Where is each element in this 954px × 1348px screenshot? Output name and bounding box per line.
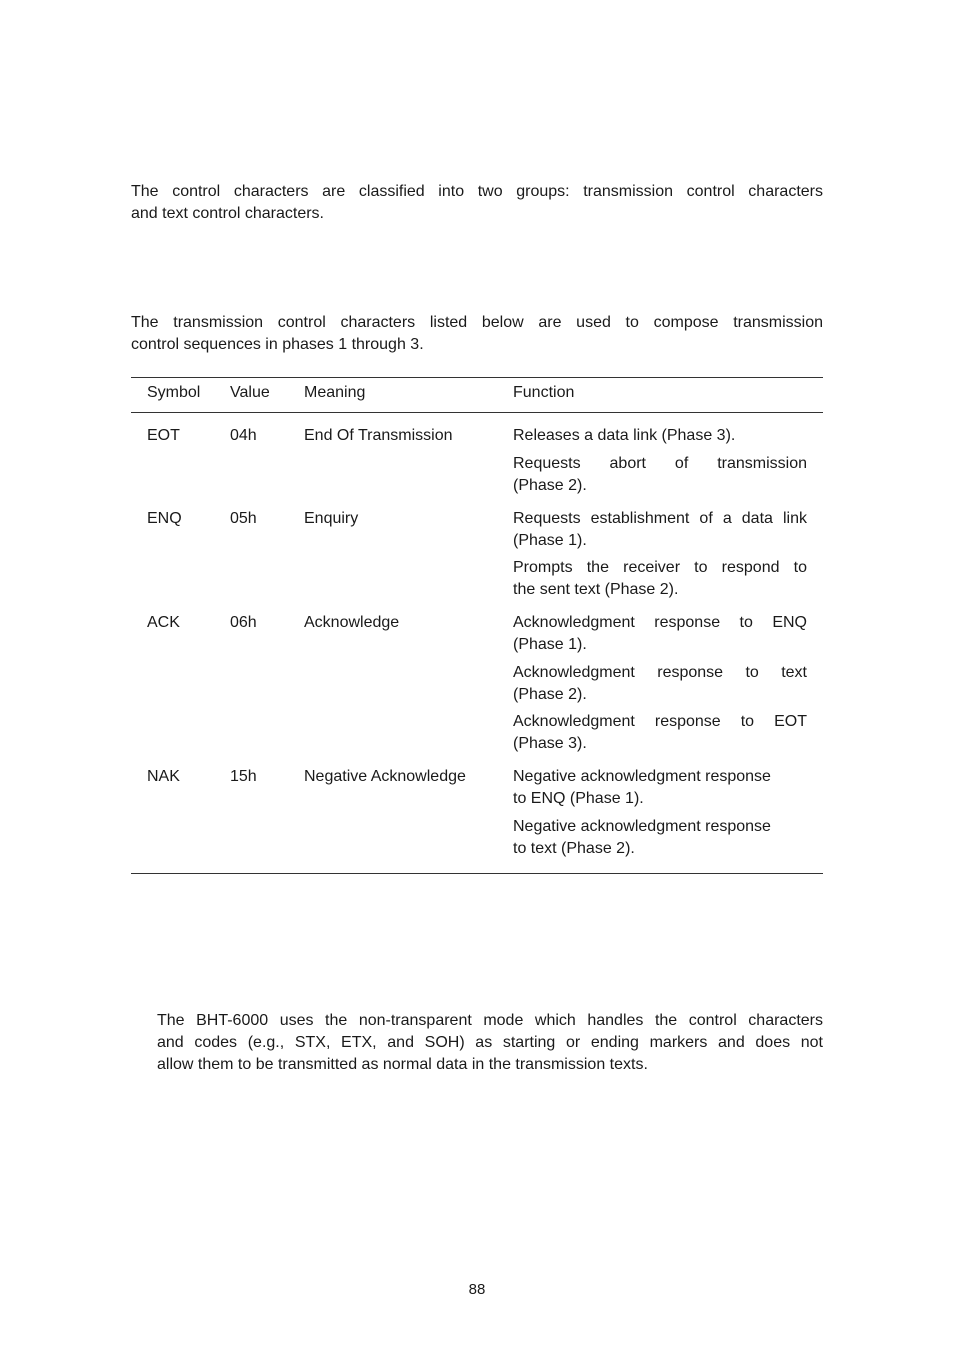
function-line: (Phase 2). xyxy=(513,477,587,494)
function-line: (Phase 1). xyxy=(513,636,587,653)
table-header-rule xyxy=(131,412,823,413)
function-line: (Phase 1). xyxy=(513,532,587,549)
row-meaning: End Of Transmission xyxy=(304,427,453,444)
row-function xyxy=(513,453,807,497)
function-line: (Phase 2). xyxy=(513,686,587,703)
non-transparent-mode-paragraph xyxy=(157,1010,823,1076)
intro-line-1: The control characters are classified into two groups: transmission control characters xyxy=(131,183,823,200)
table-bottom-rule xyxy=(131,873,823,874)
mode-line-2: and codes (e.g., STX, ETX, and SOH) as starting or ending markers and does not xyxy=(157,1034,823,1051)
header-meaning: Meaning xyxy=(304,384,366,401)
row-function xyxy=(513,711,807,755)
row-value: 06h xyxy=(230,614,257,631)
header-symbol: Symbol xyxy=(147,384,201,401)
row-value: 05h xyxy=(230,510,257,527)
intro-paragraph xyxy=(131,181,823,225)
function-line: Prompts the receiver to respond to xyxy=(513,559,807,576)
mode-line-1: The BHT-6000 uses the non-transparent mode which handles the control characters xyxy=(157,1012,823,1029)
table-top-rule xyxy=(131,377,823,378)
intro-line-2: and text control characters. xyxy=(131,205,324,222)
row-meaning: Acknowledge xyxy=(304,614,400,631)
row-function xyxy=(513,766,807,810)
row-symbol: ACK xyxy=(147,614,180,631)
function-line: Requests establishment of a data link xyxy=(513,510,807,527)
row-symbol: NAK xyxy=(147,768,180,785)
row-function xyxy=(513,508,807,552)
mode-line-3: allow them to be transmitted as normal data in the transmission texts. xyxy=(157,1056,648,1073)
function-line: to text (Phase 2). xyxy=(513,840,635,857)
function-line: Acknowledgment response to text xyxy=(513,664,807,681)
row-function xyxy=(513,816,807,860)
row-meaning: Negative Acknowledge xyxy=(304,768,466,785)
function-line: Acknowledgment response to ENQ xyxy=(513,614,807,631)
row-meaning: Enquiry xyxy=(304,510,359,527)
header-function: Function xyxy=(513,384,575,401)
function-line: to ENQ (Phase 1). xyxy=(513,790,644,807)
transmission-intro-line-1: The transmission control characters listed below are used to compose transmission xyxy=(131,314,823,331)
transmission-intro-line-2: control sequences in phases 1 through 3. xyxy=(131,336,424,353)
page-number: 88 xyxy=(468,1281,486,1298)
function-line: Negative acknowledgment response xyxy=(513,818,771,835)
function-line: the sent text (Phase 2). xyxy=(513,581,679,598)
row-function xyxy=(513,557,807,601)
row-function xyxy=(513,662,807,706)
function-line: Releases a data link (Phase 3). xyxy=(513,427,736,444)
function-line: (Phase 3). xyxy=(513,735,587,752)
function-line: Negative acknowledgment response xyxy=(513,768,771,785)
header-value: Value xyxy=(230,384,270,401)
row-function xyxy=(513,425,807,447)
row-function xyxy=(513,612,807,656)
row-value: 04h xyxy=(230,427,257,444)
transmission-intro-paragraph xyxy=(131,312,823,356)
row-symbol: ENQ xyxy=(147,510,182,527)
row-value: 15h xyxy=(230,768,257,785)
function-line: Requests abort of transmission xyxy=(513,455,807,472)
row-symbol: EOT xyxy=(147,427,180,444)
function-line: Acknowledgment response to EOT xyxy=(513,713,807,730)
